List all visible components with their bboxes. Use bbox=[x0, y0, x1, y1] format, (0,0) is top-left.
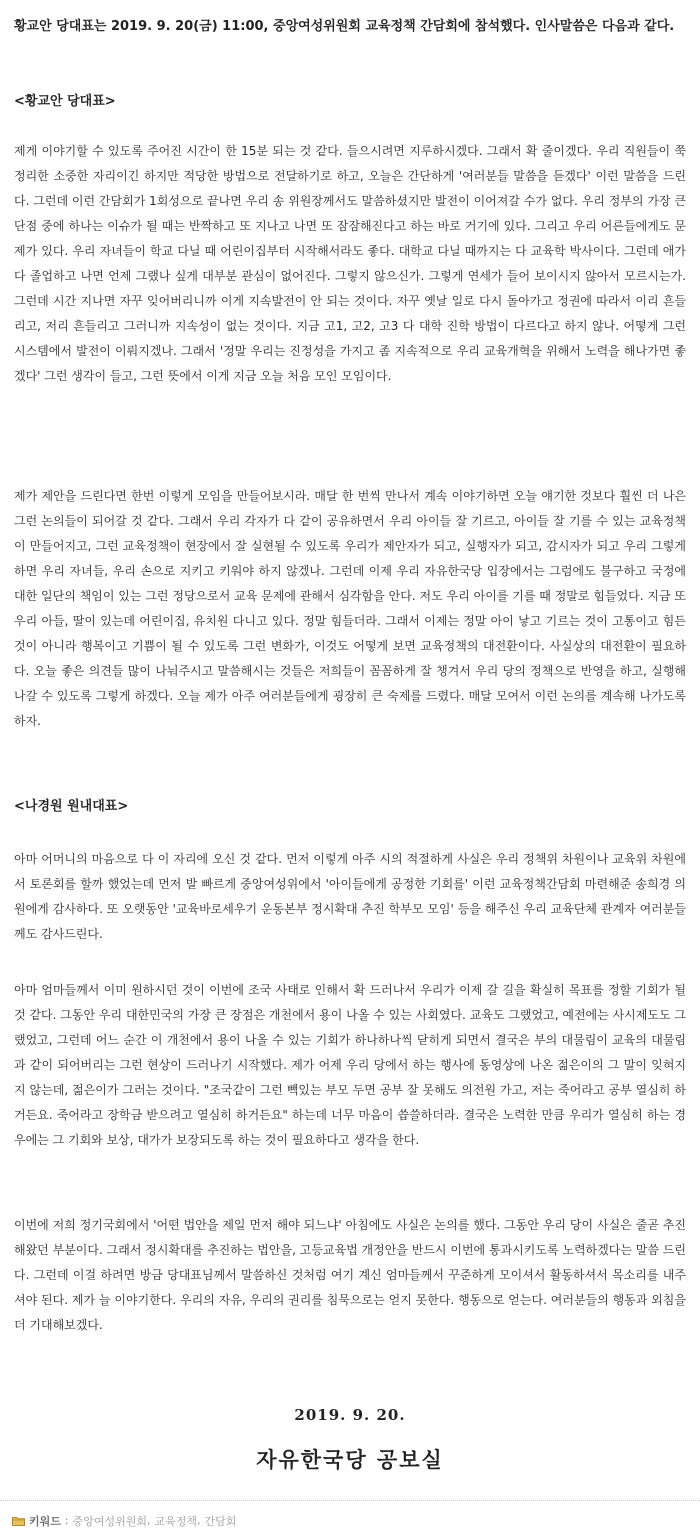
release-date: 2019. 9. 20. bbox=[294, 1406, 406, 1424]
keyword-link[interactable]: 교육정책 bbox=[154, 1514, 198, 1528]
keyword-link[interactable]: 간담회 bbox=[204, 1514, 237, 1528]
na-paragraph-1: 아마 어머니의 마음으로 다 이 자리에 오신 것 같다. 먼저 이렇게 아주 시의 적절하게 사실은 우리 정책위 차원이나 교육위 차원에서 토론회를 할까 했었는데 먼저 발 빠르게 중앙여성위에서 '아이들에게 공정한 기회를' 이런 교육정책간담회 마련해준 송희경 의원에게 감사하다. 또 오랫동안 '교육바로세우기 운동본부 정시확대 추진 학부모 모임' 등을 해주신 우리 교육단체 관계자 여러분들께도 감사드린다. bbox=[14, 852, 686, 941]
keyword-link[interactable]: 중앙여성위원회 bbox=[72, 1514, 147, 1528]
na-paragraph-3: 이번에 저희 정기국회에서 '어떤 법안을 제일 먼저 해야 되느냐' 아침에도 사실은 논의를 했다. 그동안 우리 당이 사실은 줄곧 추진해왔던 부분이다. 그래서 정시확대를 추진하는 법안을, 고등교육법 개정안을 반드시 이번에 통과시키도록 노력하겠다는 말씀 드린다. 그런데 이걸 하려면 방금 당대표님께서 말씀하신 것처럼 여기 계신 엄마들께서 꾸준하게 모이셔서 활동하셔서 목소리를 내주셔야 된다. 제가 늘 이야기한다. 우리의 자유, 우리의 권리를 침묵으로는 얻지 못한다. 행동으로 얻는다. 여러분들의 행동과 외침을 더 기대해보겠다. bbox=[14, 1218, 686, 1332]
keywords-bar bbox=[0, 1500, 700, 1532]
keywords-label: 키워드 bbox=[29, 1514, 61, 1528]
hwang-paragraph-2: 제가 제안을 드린다면 한번 이렇게 모임을 만들어보시라. 매달 한 번씩 만나서 계속 이야기하면 오늘 얘기한 것보다 훨씬 더 나은 그런 논의들이 되어갈 것 같다. 그래서 우리 각자가 다 같이 공유하면서 우리 아이들 잘 기르고, 아이들 잘 기를 수 있는 교육정책이 만들어지고, 그런 교육정책이 현장에서 잘 실현될 수 있도록 우리가 제안자가 되고, 실행자가 되고, 감시자가 되고 우리 그렇게 하면 우리 자녀들, 우리 손으로 지키고 키워야 하지 않겠나. 그런데 이제 우리 자유한국당 입장에서는 그럼에도 불구하고 국정에 대한 일단의 책임이 있는 그런 정당으로서 교육 문제에 관해서 심각함을 안다. 저도 우리 아이를 기를 때 정말로 힘들었다. 지금 또 우리 아들, 딸이 있는데 어린이집, 유치원 다니고 있다. 정말 힘들더라. 그래서 이제는 정말 아이 낳고 기르는 것이 고통이고 힘든 것이 아니라 행복이고 기쁨이 될 수 있도록 그런 변화가, 이것도 어떻게 보면 교육정책의 대전환이다. 사실상의 대전환이 필요하다. 오늘 좋은 의견들 많이 나눠주시고 말씀해시는 것들은 저희들이 꼼꼼하게 잘 챙겨서 우리 당의 정책으로 반영을 하고, 실행해나갈 수 있도록 그렇게 하겠다. 오늘 제가 아주 여러분들에게 굉장히 큰 숙제를 드렸다. 매달 모여서 이런 논의를 계속해 나가도록 하자. bbox=[14, 489, 686, 728]
hwang-paragraph-1: 제게 이야기할 수 있도록 주어진 시간이 한 15분 되는 것 같다. 들으시려면 지루하시겠다. 그래서 확 줄이겠다. 우리 직원들이 쭉 정리한 소중한 자리이긴 하지만 적당한 방법으로 전달하기로 하고, 오늘은 간단하게 '여러분들 말씀을 듣겠다' 이런 말씀을 드린다. 그런데 이런 간담회가 1회성으로 끝나면 우리 송 위원장께서도 말씀하셨지만 발전이 이어져갈 수가 없다. 우리 정부의 가장 큰 단점 중에 하나는 이슈가 될 때는 반짝하고 또 지나고 나면 또 잠잠해진다고 하는 바로 거기에 있다. 그리고 우리 어른들에게도 문제가 있다. 우리 자녀들이 학교 다닐 때 어린이집부터 시작해서라도 좋다. 대학교 다닐 때까지는 다 교육학 박사이다. 그런데 애가 다 졸업하고 나면 언제 그랬나 싶게 대부분 관심이 없어진다. 그렇지 않으신가. 그렇게 연세가 들어 보이시지 않아서 모르시는가. 그런데 시간 지나면 자꾸 잊어버리니까 이게 지속발전이 안 되는 것이다. 자꾸 옛날 일로 다시 돌아가고 정권에 따라서 이리 흔들리고, 저리 흔들리고 그러니까 지속성이 없는 것이다. 지금 고1, 고2, 고3 다 대학 진학 방법이 다르다고 하지 않나. 어떻게 그런 시스템에서 발전이 이뤄지겠나. 그래서 '정말 우리는 진정성을 가지고 좀 지속적으로 우리 교육개혁을 위해서 노력을 해나가면 좋겠다' 그런 생각이 들고, 그런 뜻에서 이게 지금 오늘 처음 모인 모임이다. bbox=[14, 144, 686, 383]
section-heading-hwang: <황교안 당대표> bbox=[14, 94, 116, 109]
press-release-intro: 황교안 당대표는 2019. 9. 20(금) 11:00, 중앙여성위원회 교육정책 간담회에 참석했다. 인사말씀은 다음과 같다. bbox=[14, 19, 675, 34]
issuer-name: 자유한국당 공보실 bbox=[256, 1448, 444, 1472]
section-heading-na: <나경원 원내대표> bbox=[14, 799, 129, 814]
keyword-comma: , bbox=[147, 1514, 151, 1527]
keyword-comma: , bbox=[197, 1514, 201, 1527]
na-paragraph-2: 아마 엄마들께서 이미 원하시던 것이 이번에 조국 사태로 인해서 확 드러나서 우리가 이제 갈 길을 확실히 목표를 정할 기회가 될 것 같다. 그동안 우리 대한민국의 가장 큰 장점은 개천에서 용이 나올 수 있는 사회였다. 교육도 그랬었고, 예전에는 사시제도도 그랬었고, 그런데 어느 순간 이 개천에서 용이 나올 수 있는 기회가 하나하나씩 닫히게 되면서 결국은 부의 대물림이 교육의 대물림과 같이 되어버리는 그런 현상이 드러나기 시작했다. 제가 어제 우리 당에서 하는 행사에 동영상에 나온 젊은이의 그 말이 잊혀지지 않는데, 젊은이가 그러는 것이다. "조국같이 그런 빽있는 부모 두면 공부 잘 못해도 의전원 가고, 저는 죽어라고 공부 열심히 하거든요. 죽어라고 장학금 받으려고 열심히 하거든요" 하는데 너무 마음이 씁쓸하더라. 결국은 노력한 만큼 우리가 열심히 하는 경우에는 그 기회와 보상, 대가가 보장되도록 하는 것이 필요하다고 생각을 한다. bbox=[14, 983, 686, 1147]
folder-icon bbox=[12, 1516, 25, 1526]
keywords-separator: : bbox=[64, 1514, 69, 1527]
